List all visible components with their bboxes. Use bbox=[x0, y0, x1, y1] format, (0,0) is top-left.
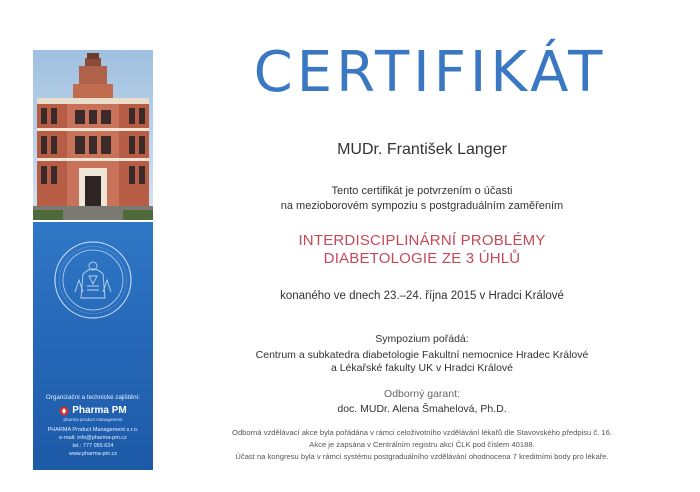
organizer-info-label: Organizační a technické zajištění: bbox=[45, 394, 141, 401]
certificate-title: CERTIFIKÁT bbox=[253, 40, 607, 105]
company-website: www.pharma-pm.cz bbox=[68, 451, 118, 457]
organizer-info bbox=[33, 394, 153, 458]
guarantor-name: doc. MUDr. Alena Šmahelová, Ph.D. bbox=[337, 403, 507, 415]
note-line-2: Akce je zapsána v Centrálním registru akcí ČLK pod číslem 40188. bbox=[309, 440, 535, 449]
sidebar-panel bbox=[33, 222, 153, 470]
company-email: e-mail: info@pharma-pm.cz bbox=[59, 435, 127, 441]
pharma-pm-logo bbox=[33, 405, 153, 416]
organizer-line-1: Centrum a subkatedra diabetologie Fakultní nemocnice Hradec Králové bbox=[255, 349, 589, 361]
university-seal-icon bbox=[53, 240, 133, 320]
guarantor-label: Odborný garant: bbox=[384, 388, 460, 400]
intro-text bbox=[172, 184, 672, 214]
event-title bbox=[172, 232, 672, 268]
organizer-label: Sympozium pořádá: bbox=[375, 333, 469, 345]
pharma-logo-text: Pharma PM bbox=[72, 405, 127, 416]
recipient-name: MUDr. František Langer bbox=[337, 141, 507, 158]
company-name: PHARMA Product Management s.r.o. bbox=[47, 427, 139, 433]
event-title-line-1: INTERDISCIPLINÁRNÍ PROBLÉMY bbox=[298, 232, 546, 249]
note-line-3: Účast na kongresu byla v rámci systému postgraduálního vzdělávání ohodnocena 7 kreditními body pro lékaře. bbox=[235, 452, 609, 461]
organizer-text bbox=[172, 349, 672, 375]
pharma-tagline: pharma product management bbox=[63, 417, 123, 422]
event-title-line-2: DIABETOLOGIE ZE 3 ÚHLŮ bbox=[323, 250, 521, 267]
building-photo bbox=[33, 50, 153, 220]
pharma-logo-icon bbox=[59, 406, 69, 416]
accreditation-notes bbox=[172, 427, 672, 463]
event-dates: konaného ve dnech 23.–24. října 2015 v Hradci Králové bbox=[280, 290, 564, 302]
intro-line-1: Tento certifikát je potvrzením o účasti bbox=[331, 185, 513, 197]
organizer-line-2: a Lékařské fakulty UK v Hradci Králové bbox=[330, 362, 514, 374]
company-phone: tel.: 777 055 624 bbox=[72, 443, 114, 449]
intro-line-2: na mezioborovém sympoziu s postgraduálním zaměřením bbox=[280, 200, 564, 212]
note-line-1: Odborná vzdělávací akce byla pořádána v rámci celoživotního vzdělávání lékařů dle Stavovského předpisu č. 16. bbox=[232, 428, 612, 437]
